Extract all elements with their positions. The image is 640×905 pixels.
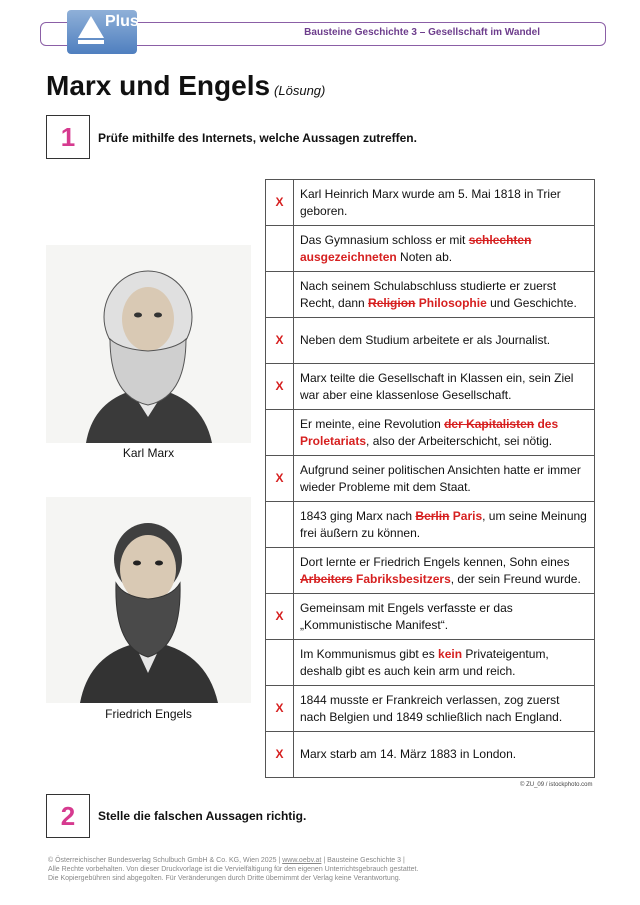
portrait-karl-marx [46, 245, 251, 443]
statement-text [294, 318, 595, 364]
logo-triangle-icon [78, 16, 104, 38]
logo-text: Plus [105, 13, 139, 30]
statement-text-part: und Geschichte. [486, 295, 577, 310]
correction-word: kein [438, 646, 463, 661]
footer-copyright: © Österreichischer Bundesverlag Schulbuch GmbH & Co. KG, Wien 2025 | [48, 857, 283, 864]
caption-friedrich-engels: Friedrich Engels [105, 707, 192, 721]
statement-text-part: , also der Arbeiterschicht, sei nötig. [366, 433, 553, 448]
statement-text-part: Gemeinsam mit Engels verfasste er das „Kommunistische Manifest“. [300, 600, 513, 632]
statement-text [294, 272, 595, 318]
statement-mark: X [266, 686, 294, 732]
publisher-link[interactable]: www.oebv.at [282, 857, 322, 864]
statement-mark [266, 272, 294, 318]
statement-text-part: Neben dem Studium arbeitete er als Journalist. [300, 333, 551, 347]
correction-word: Philosophie [418, 295, 487, 310]
statement-mark: X [266, 456, 294, 502]
task-number-2: 2 [46, 794, 90, 838]
statement-mark: X [266, 732, 294, 778]
statement-mark [266, 502, 294, 548]
statement-mark [266, 640, 294, 686]
statement-text-part: Das Gymnasium schloss er mit [300, 232, 469, 247]
statement-text-part: Karl Heinrich Marx wurde am 5. Mai 1818 in Trier geboren. [300, 186, 561, 218]
statement-text [294, 640, 595, 686]
portrait-marx-illustration [46, 245, 251, 443]
correction-word: ausgezeichneten [300, 249, 397, 264]
footer-line-1 [48, 856, 468, 865]
correction-word: Fabriksbesitzers [356, 571, 451, 586]
page-subtitle: (Lösung) [274, 83, 326, 98]
struck-word: Arbeiters [300, 571, 353, 586]
statement-text [294, 732, 595, 778]
footer-book-title: | Bausteine Geschichte 3 | [321, 857, 405, 864]
statement-text-part: Privateigentum, deshalb gibt es auch kein arm und reich. [300, 646, 549, 678]
statement-text [294, 548, 595, 594]
statement-text [294, 180, 595, 226]
statement-mark [266, 226, 294, 272]
page-title [46, 70, 325, 102]
footer-line-2: Alle Rechte vorbehalten. Von dieser Druckvorlage ist die Vervielfältigung für den eigenen Unterrichtsgebrauch gestattet. [48, 866, 419, 873]
statement-text-part: , der sein Freund wurde. [450, 571, 581, 586]
task-instruction-1: Prüfe mithilfe des Internets, welche Aussagen zutreffen. [98, 131, 417, 145]
statement-row [266, 732, 595, 778]
statement-text [294, 226, 595, 272]
statement-text-part: Noten ab. [396, 249, 453, 264]
portrait-friedrich-engels [46, 497, 251, 703]
statement-text-part: Im Kommunismus gibt es [300, 646, 439, 661]
statement-mark: X [266, 180, 294, 226]
statement-mark: X [266, 594, 294, 640]
statement-text-part: , um seine Meinung frei äußern zu können. [300, 508, 587, 540]
statement-text [294, 594, 595, 640]
statement-row [266, 180, 595, 226]
logo-bar [78, 40, 104, 44]
struck-word: Berlin [415, 508, 450, 523]
statement-text-part: 1843 ging Marx nach [300, 508, 416, 523]
statement-mark: X [266, 318, 294, 364]
image-credit: © ZU_09 / istockphoto.com [520, 782, 593, 788]
statement-text-part: Nach seinem Schulabschluss studierte er zuerst Recht, dann [300, 278, 557, 310]
statement-row [266, 686, 595, 732]
statement-row [266, 364, 595, 410]
statement-text-part: Aufgrund seiner politischen Ansichten hatte er immer wieder Probleme mit dem Staat. [300, 462, 581, 494]
statement-text [294, 364, 595, 410]
statement-text-part: Dort lernte er Friedrich Engels kennen, Sohn eines [300, 554, 570, 569]
statement-mark [266, 548, 294, 594]
statement-row [266, 272, 595, 318]
caption-karl-marx: Karl Marx [122, 446, 175, 460]
header-title: Bausteine Geschichte 3 – Gesellschaft im Wandel [304, 27, 540, 38]
correction-word: des Proletariats [300, 416, 559, 448]
statement-text-part: 1844 musste er Frankreich verlassen, zog zuerst nach Belgien und 1849 schließlich nach England. [300, 692, 563, 724]
statement-row [266, 410, 595, 456]
statement-text [294, 686, 595, 732]
correction-word: Paris [452, 508, 483, 523]
statement-mark: X [266, 364, 294, 410]
statement-text [294, 502, 595, 548]
struck-word: Religion [368, 295, 416, 310]
struck-word: der Kapitalisten [444, 416, 535, 431]
statement-text-part: Marx teilte die Gesellschaft in Klassen ein, sein Ziel war aber eine klassenlose Gesellschaft. [300, 370, 574, 402]
statement-text-part: Er meinte, eine Revolution [300, 416, 445, 431]
task-number-1: 1 [46, 115, 90, 159]
portrait-engels-illustration [46, 497, 251, 703]
statement-mark [266, 410, 294, 456]
struck-word: schlechten [468, 232, 532, 247]
page-title-text: Marx und Engels [46, 70, 271, 101]
statement-text-part: Marx starb am 14. März 1883 in London. [300, 747, 517, 761]
statements-table [265, 179, 595, 778]
statement-row [266, 502, 595, 548]
statement-row [266, 226, 595, 272]
statement-row [266, 594, 595, 640]
statement-text [294, 410, 595, 456]
statement-row [266, 456, 595, 502]
footer [48, 856, 468, 883]
statement-text [294, 456, 595, 502]
task-instruction-2: Stelle die falschen Aussagen richtig. [98, 809, 307, 823]
statement-row [266, 640, 595, 686]
statement-row [266, 548, 595, 594]
statement-row [266, 318, 595, 364]
footer-line-3: Die Kopiergebühren sind abgegolten. Für Veränderungen durch Dritte übernimmt der Verlag keine Verantwortung. [48, 875, 401, 882]
